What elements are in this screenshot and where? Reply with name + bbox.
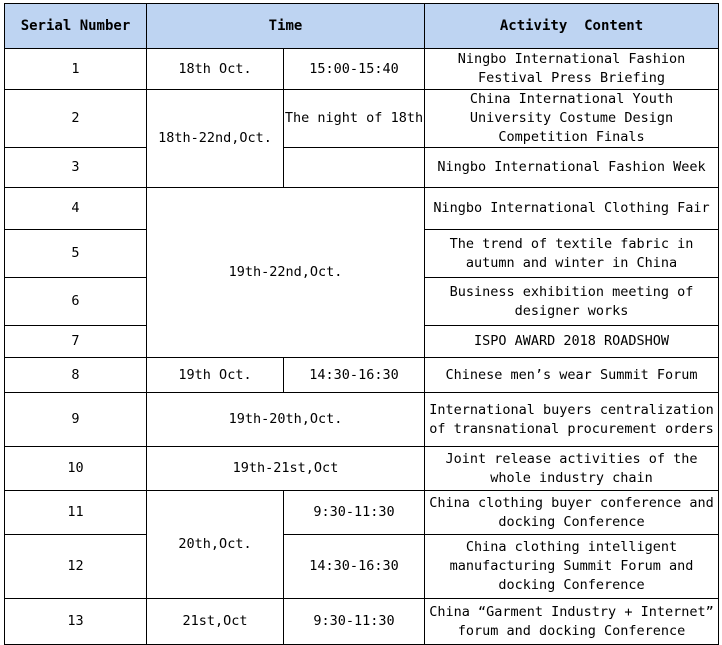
table-row: [5, 188, 719, 230]
activity-cell: The trend of textile fabric in autumn and winter in China: [425, 230, 719, 278]
serial-cell: 3: [5, 148, 147, 188]
date-cell: 18th Oct.: [147, 49, 284, 90]
serial-cell: 6: [5, 278, 147, 326]
activity-cell: ISPO AWARD 2018 ROADSHOW: [425, 326, 719, 358]
activity-schedule-table: [4, 3, 719, 645]
table-row: [5, 535, 719, 599]
activity-cell: China “Garment Industry + Internet” forum and docking Conference: [425, 599, 719, 645]
date-cell: 19th-20th,Oct.: [147, 393, 425, 447]
table-row: [5, 358, 719, 393]
time-cell: 15:00-15:40: [284, 49, 425, 90]
date-cell: 18th-22nd,Oct.: [147, 90, 284, 188]
serial-cell: 1: [5, 49, 147, 90]
activity-cell: Ningbo International Clothing Fair: [425, 188, 719, 230]
serial-cell: 4: [5, 188, 147, 230]
table-row: [5, 148, 719, 188]
serial-cell: 2: [5, 90, 147, 148]
date-cell: 20th,Oct.: [147, 491, 284, 599]
serial-cell: 5: [5, 230, 147, 278]
time-cell: 9:30-11:30: [284, 599, 425, 645]
activity-cell: International buyers centralization of transnational procurement orders: [425, 393, 719, 447]
table-row: [5, 393, 719, 447]
date-cell: 19th-22nd,Oct.: [147, 188, 425, 358]
activity-cell: Joint release activities of the whole industry chain: [425, 447, 719, 491]
table-row: [5, 90, 719, 148]
time-cell: The night of 18th: [284, 90, 425, 148]
serial-cell: 9: [5, 393, 147, 447]
table-row: [5, 491, 719, 535]
activity-cell: China clothing buyer conference and docking Conference: [425, 491, 719, 535]
time-cell: 14:30-16:30: [284, 535, 425, 599]
date-cell: 19th-21st,Oct: [147, 447, 425, 491]
activity-cell: Business exhibition meeting of designer works: [425, 278, 719, 326]
time-cell: [284, 148, 425, 188]
header-serial-number: Serial Number: [5, 4, 147, 49]
table-row: [5, 599, 719, 645]
time-cell: 14:30-16:30: [284, 358, 425, 393]
activity-cell: China International Youth University Costume Design Competition Finals: [425, 90, 719, 148]
serial-cell: 10: [5, 447, 147, 491]
serial-cell: 7: [5, 326, 147, 358]
date-cell: 21st,Oct: [147, 599, 284, 645]
activity-cell: Ningbo International Fashion Week: [425, 148, 719, 188]
serial-cell: 13: [5, 599, 147, 645]
serial-cell: 11: [5, 491, 147, 535]
header-time: Time: [147, 4, 425, 49]
header-activity-content: Activity Content: [425, 4, 719, 49]
activity-cell: Ningbo International Fashion Festival Press Briefing: [425, 49, 719, 90]
header-row: [5, 4, 719, 49]
activity-cell: Chinese men’s wear Summit Forum: [425, 358, 719, 393]
serial-cell: 12: [5, 535, 147, 599]
table-row: [5, 49, 719, 90]
date-cell: 19th Oct.: [147, 358, 284, 393]
time-cell: 9:30-11:30: [284, 491, 425, 535]
activity-cell: China clothing intelligent manufacturing Summit Forum and docking Conference: [425, 535, 719, 599]
serial-cell: 8: [5, 358, 147, 393]
table-row: [5, 447, 719, 491]
